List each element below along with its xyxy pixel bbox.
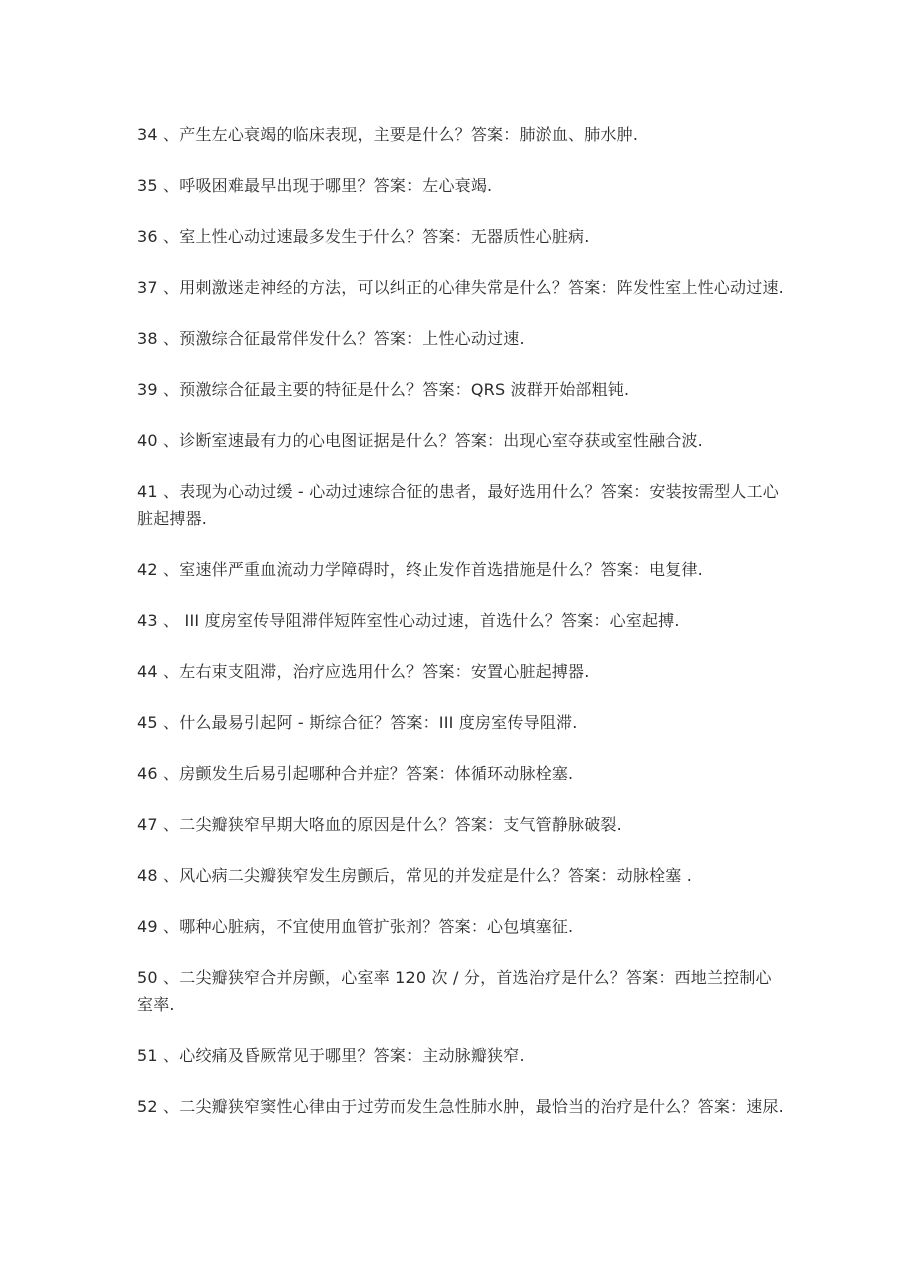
qa-item-39: 39 、预激综合征最主要的特征是什么？答案：QRS 波群开始部粗钝. <box>137 380 630 399</box>
qa-item-43: 43 、 III 度房室传导阻滞伴短阵室性心动过速，首选什么？答案：心室起搏. <box>137 611 680 630</box>
qa-item-34: 34 、产生左心衰竭的临床表现，主要是什么？答案：肺淤血、肺水肿. <box>137 125 639 144</box>
qa-item-37: 37 、用刺激迷走神经的方法，可以纠正的心律失常是什么？答案：阵发性室上性心动过速. <box>137 278 784 297</box>
qa-item-47: 47 、二尖瓣狭窄早期大咯血的原因是什么？答案：支气管静脉破裂. <box>137 815 622 834</box>
qa-list <box>137 121 787 1144</box>
qa-item-40: 40 、诊断室速最有力的心电图证据是什么？答案：出现心室夺获或室性融合波. <box>137 431 703 450</box>
qa-item-45: 45 、什么最易引起阿 - 斯综合征？答案：III 度房室传导阻滞. <box>137 713 578 732</box>
qa-item-46: 46 、房颤发生后易引起哪种合并症？答案：体循环动脉栓塞. <box>137 764 574 783</box>
qa-item-35: 35 、呼吸困难最早出现于哪里？答案：左心衰竭. <box>137 176 493 195</box>
qa-item-41: 41 、表现为心动过缓 - 心动过速综合征的患者，最好选用什么？答案：安装按需型人工心脏起搏器. <box>137 482 779 528</box>
qa-item-48: 48 、风心病二尖瓣狭窄发生房颤后，常见的并发症是什么？答案：动脉栓塞 . <box>137 866 693 885</box>
qa-item-42: 42 、室速伴严重血流动力学障碍时，终止发作首选措施是什么？答案：电复律. <box>137 560 703 579</box>
qa-item-38: 38 、预激综合征最常伴发什么？答案：上性心动过速. <box>137 329 525 348</box>
qa-item-36: 36 、室上性心动过速最多发生于什么？答案：无器质性心脏病. <box>137 227 590 246</box>
qa-item-52: 52 、二尖瓣狭窄窦性心律由于过劳而发生急性肺水肿，最恰当的治疗是什么？答案：速尿. <box>137 1097 784 1116</box>
qa-item-49: 49 、哪种心脏病，不宜使用血管扩张剂？答案：心包填塞征. <box>137 917 574 936</box>
qa-item-51: 51 、心绞痛及昏厥常见于哪里？答案：主动脉瓣狭窄. <box>137 1046 525 1065</box>
qa-item-50: 50 、二尖瓣狭窄合并房颤，心室率 120 次 / 分，首选治疗是什么？答案：西地兰控制心室率. <box>137 968 772 1014</box>
qa-item-44: 44 、左右束支阻滞，治疗应选用什么？答案：安置心脏起搏器. <box>137 662 590 681</box>
